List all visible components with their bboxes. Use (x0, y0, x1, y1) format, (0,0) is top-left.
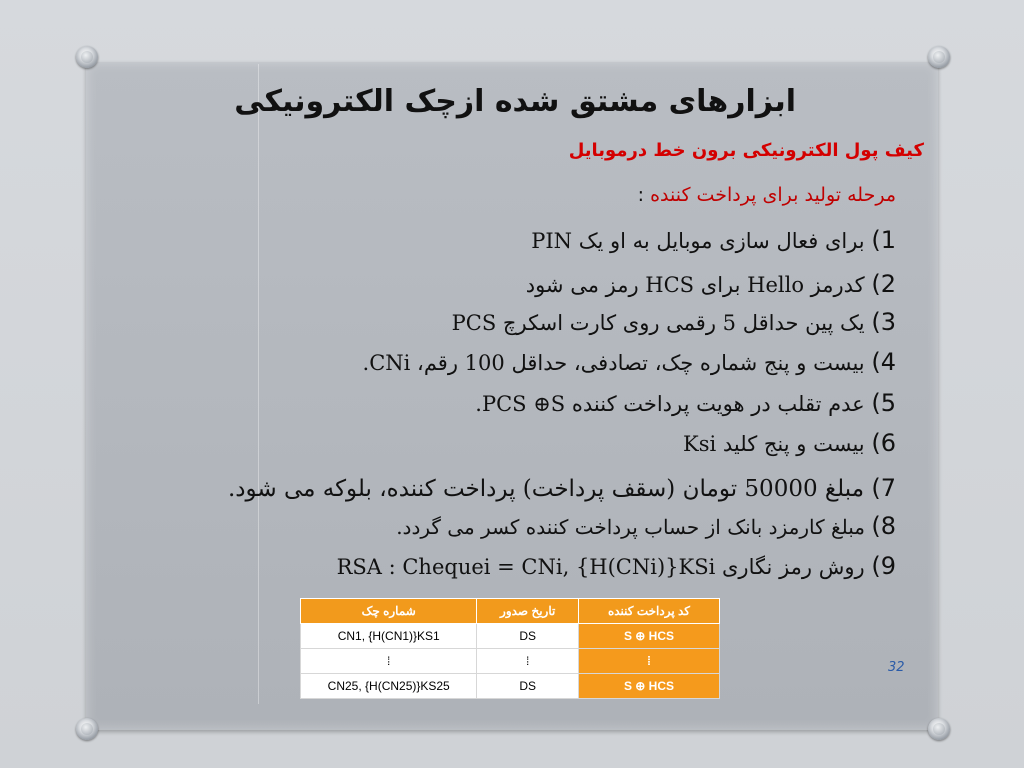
page-number: 32 (888, 660, 905, 675)
stage-heading-colon: : (637, 184, 645, 206)
step-text: مبلغ کارمزد بانک از حساب پرداخت کننده کسر می گردد. (396, 515, 865, 539)
step-2 (116, 270, 896, 298)
cell-payer-code: S ⊕ HCS (578, 674, 719, 699)
step-4 (116, 348, 896, 376)
slide-title: ابزارهای مشتق شده ازچک الکترونیکی (234, 84, 796, 119)
step-3 (116, 308, 896, 336)
table-row (301, 674, 720, 699)
step-text: عدم تقلب در هویت پرداخت کننده PCS ⊕S. (475, 392, 865, 416)
table-row (301, 624, 720, 649)
cheque-table (300, 598, 720, 699)
rivet-top-left (76, 46, 98, 68)
cell-payer-code: S ⊕ HCS (578, 624, 719, 649)
header-payer-code: کد پرداخت کننده (578, 599, 719, 624)
step-8 (116, 512, 896, 540)
step-number: 6) (871, 429, 896, 457)
step-text: روش رمز نگاری RSA : Chequei = CNi, {H(CNi)}KSi (336, 555, 865, 579)
cell-issue-date: DS (477, 674, 579, 699)
header-cheque-number: شماره چک (301, 599, 477, 624)
step-5 (116, 389, 896, 417)
step-text: کدرمز Hello برای HCS رمز می شود (525, 273, 865, 297)
cell-cheque-number: ⁞ (301, 649, 477, 674)
step-number: 7) (871, 474, 896, 502)
step-1 (116, 226, 896, 254)
step-6 (116, 429, 896, 457)
table-row (301, 649, 720, 674)
stage-heading-text: مرحله تولید برای پرداخت کننده (650, 184, 896, 206)
step-text: یک پین حداقل 5 رقمی روی کارت اسکرچ PCS (451, 311, 865, 335)
step-number: 1) (871, 226, 896, 254)
step-number: 4) (871, 348, 896, 376)
table-header-row (301, 599, 720, 624)
step-text: مبلغ 50000 تومان (سقف پرداخت) پرداخت کننده، بلوکه می شود. (227, 476, 865, 502)
step-number: 5) (871, 389, 896, 417)
cell-issue-date: DS (477, 624, 579, 649)
step-text: بیست و پنج کلید Ksi (683, 432, 865, 456)
step-number: 3) (871, 308, 896, 336)
step-text: بیست و پنج شماره چک، تصادفی، حداقل 100 رقم، CNi. (362, 351, 865, 375)
rivet-bottom-left (76, 718, 98, 740)
step-number: 9) (871, 552, 896, 580)
step-9 (116, 552, 896, 580)
cell-payer-code: ⁞ (578, 649, 719, 674)
rivet-top-right (928, 46, 950, 68)
step-7 (116, 474, 896, 502)
cell-cheque-number: CN25, {H(CN25)}KS25 (301, 674, 477, 699)
step-text: برای فعال سازی موبایل به او یک PIN (531, 229, 865, 253)
slide-subtitle: کیف پول الکترونیکی برون خط درموبایل (568, 140, 924, 161)
header-issue-date: تاریخ صدور (477, 599, 579, 624)
cell-cheque-number: CN1, {H(CN1)}KS1 (301, 624, 477, 649)
cell-issue-date: ⁞ (477, 649, 579, 674)
step-number: 8) (871, 512, 896, 540)
rivet-bottom-right (928, 718, 950, 740)
stage-heading (196, 184, 896, 206)
step-number: 2) (871, 270, 896, 298)
